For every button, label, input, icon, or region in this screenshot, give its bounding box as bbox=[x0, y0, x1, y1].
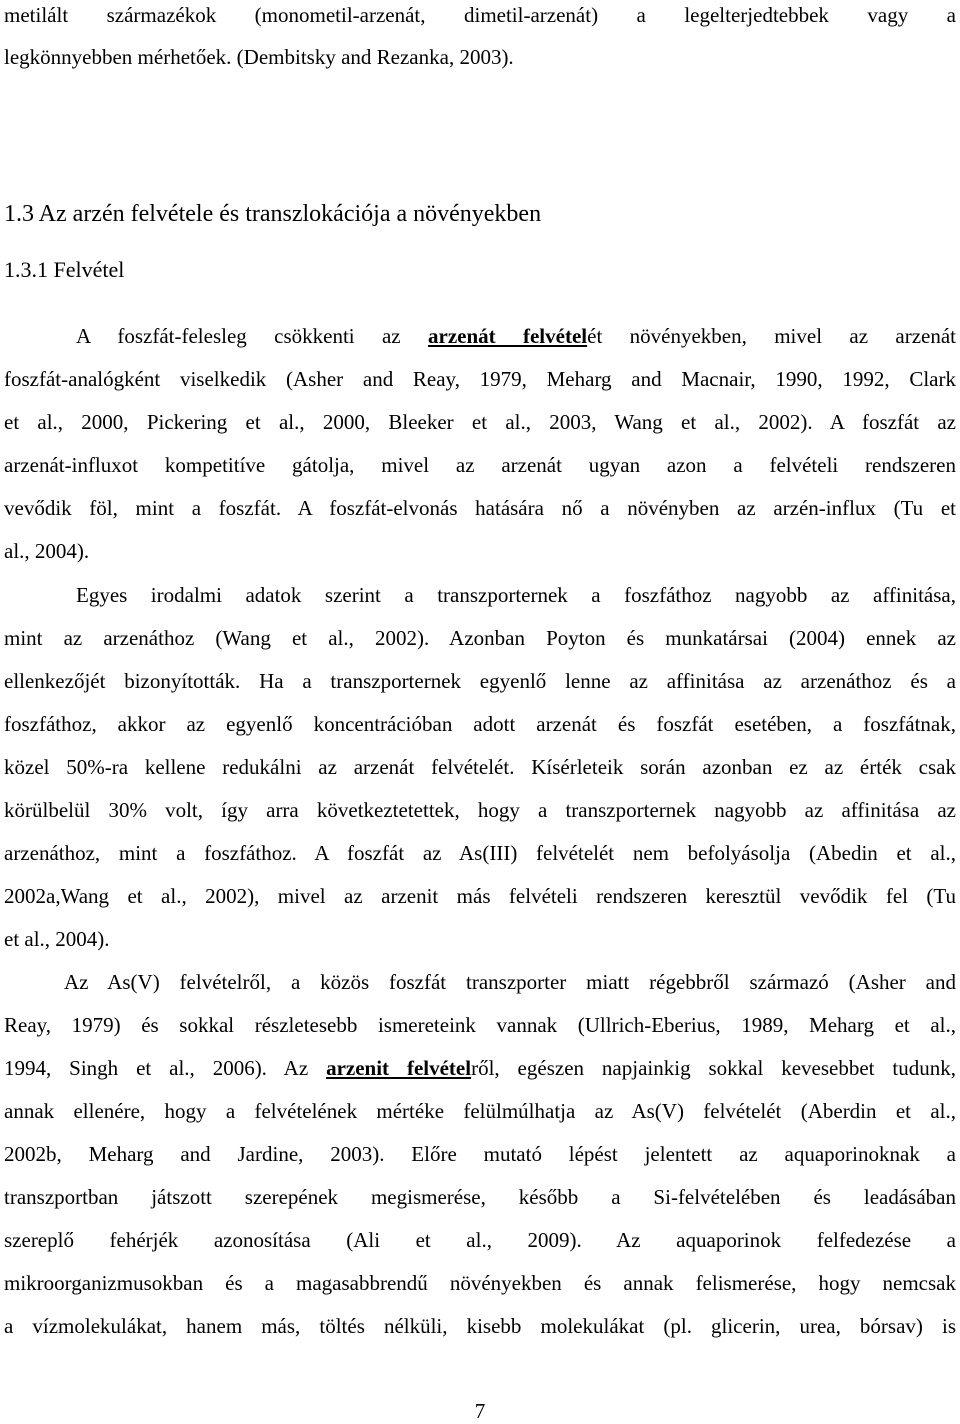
paragraph-3-text: ről, egészen napjainkig sokkal kevesebbet tudunk, bbox=[471, 1056, 956, 1080]
paragraph-3-line-2: Reay, 1979) és sokkal részletesebb ismereteink vannak (Ullrich-Eberius, 1989, Meharg et al., bbox=[4, 1013, 956, 1037]
paragraph-1-line-4: arzenát-influxot kompetitíve gátolja, mivel az arzenát ugyan azon a felvételi rendszeren bbox=[4, 453, 956, 477]
paragraph-2-line-1: Egyes irodalmi adatok szerint a transzporternek a foszfáthoz nagyobb az affinitása, bbox=[76, 583, 956, 607]
paragraph-1-line-3: et al., 2000, Pickering et al., 2000, Bleeker et al., 2003, Wang et al., 2002). A foszfát az bbox=[4, 410, 956, 434]
page-number: 7 bbox=[474, 1399, 486, 1423]
paragraph-3-line-8: mikroorganizmusokban és a magasabbrendű növényekben és annak felismerése, hogy nemcsak bbox=[4, 1271, 956, 1295]
paragraph-1-text: ét növényekben, mivel az arzenát bbox=[587, 324, 956, 348]
paragraph-3-line-3 bbox=[4, 1055, 956, 1081]
paragraph-2-line-9: et al., 2004). bbox=[4, 927, 110, 951]
paragraph-2-line-2: mint az arzenáthoz (Wang et al., 2002). Azonban Poyton és munkatársai (2004) ennek az bbox=[4, 626, 956, 650]
intro-line-2: legkönnyebben mérhetőek. (Dembitsky and Rezanka, 2003). bbox=[4, 45, 514, 69]
paragraph-3-line-1: Az As(V) felvételről, a közös foszfát transzporter miatt régebbről származó (Asher and bbox=[64, 970, 956, 994]
paragraph-1-text: A foszfát-felesleg csökkenti az bbox=[76, 324, 428, 348]
keyword-arzenat-felvetel: arzenát felvétel bbox=[428, 324, 588, 348]
paragraph-2-line-4: foszfáthoz, akkor az egyenlő koncentrációban adott arzenát és foszfát esetében, a foszfátnak, bbox=[4, 712, 956, 736]
paragraph-3-line-7: szereplő fehérjék azonosítása (Ali et al., 2009). Az aquaporinok felfedezése a bbox=[4, 1228, 956, 1252]
paragraph-1-line-1 bbox=[76, 323, 956, 349]
paragraph-2-line-3: ellenkezőjét bizonyították. Ha a transzporternek egyenlő lenne az affinitása az arzenáthoz és a bbox=[4, 669, 956, 693]
keyword-arzenit-felvetel: arzenit felvétel bbox=[326, 1056, 472, 1080]
paragraph-2-line-6: körülbelül 30% volt, így arra következtetettek, hogy a transzporternek nagyobb az affinitása az bbox=[4, 798, 956, 822]
paragraph-2-line-7: arzenáthoz, mint a foszfáthoz. A foszfát az As(III) felvételét nem befolyásolja (Abedin et al., bbox=[4, 841, 956, 865]
paragraph-3-line-6: transzportban játszott szerepének megismerése, később a Si-felvételében és leadásában bbox=[4, 1185, 956, 1209]
section-heading: 1.3 Az arzén felvétele és transzlokációja a növényekben bbox=[4, 201, 542, 227]
paragraph-3-line-4: annak ellenére, hogy a felvételének mértéke felülmúlhatja az As(V) felvételét (Aberdin et al., bbox=[4, 1099, 956, 1123]
paragraph-1-line-2: foszfát-analógként viselkedik (Asher and Reay, 1979, Meharg and Macnair, 1990, 1992, Clark bbox=[4, 367, 956, 391]
paragraph-1-line-5: vevődik föl, mint a foszfát. A foszfát-elvonás hatására nő a növényben az arzén-influx (Tu et bbox=[4, 496, 956, 520]
subsection-heading: 1.3.1 Felvétel bbox=[4, 257, 125, 282]
paragraph-2-line-8: 2002a,Wang et al., 2002), mivel az arzenit más felvételi rendszeren keresztül vevődik fel (Tu bbox=[4, 884, 956, 908]
paragraph-2-line-5: közel 50%-ra kellene redukálni az arzenát felvételét. Kísérleteik során azonban ez az érték csak bbox=[4, 755, 956, 779]
intro-line-1: metilált származékok (monometil-arzenát, dimetil-arzenát) a legelterjedtebbek vagy a bbox=[4, 3, 956, 27]
paragraph-3-text: 1994, Singh et al., 2006). Az bbox=[4, 1056, 327, 1080]
paragraph-3-line-9: a vízmolekulákat, hanem más, töltés nélküli, kisebb molekulákat (pl. glicerin, urea, bórsav) is bbox=[4, 1314, 956, 1338]
paragraph-3-line-5: 2002b, Meharg and Jardine, 2003). Előre mutató lépést jelentett az aquaporinoknak a bbox=[4, 1142, 956, 1166]
paragraph-1-line-6: al., 2004). bbox=[4, 539, 90, 563]
